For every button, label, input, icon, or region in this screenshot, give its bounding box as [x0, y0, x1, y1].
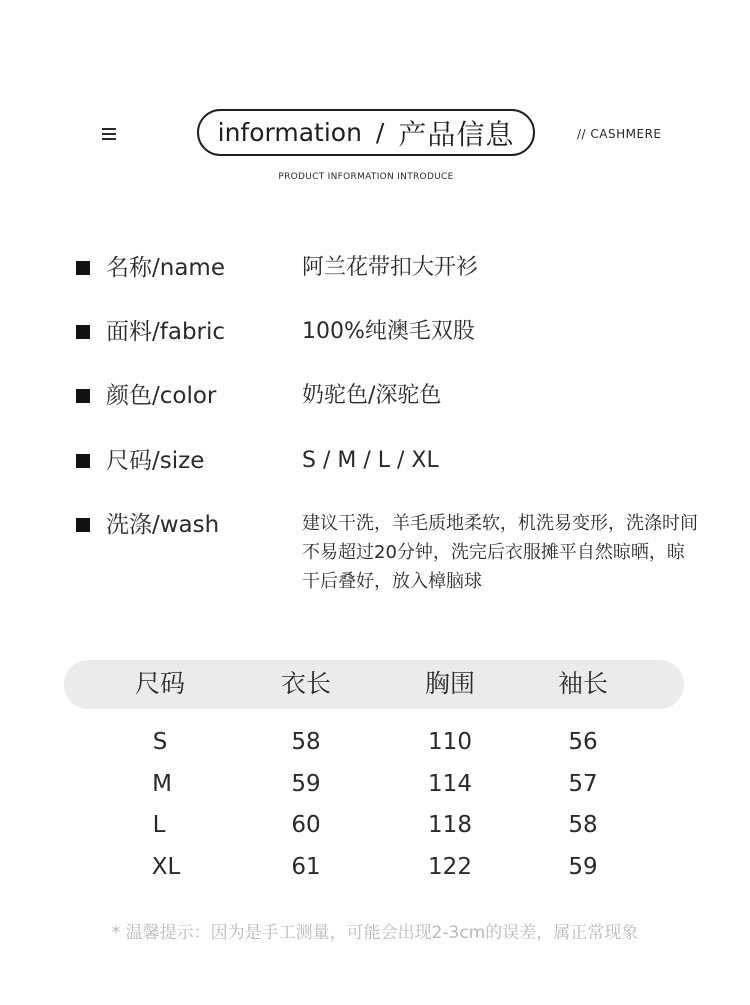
title-chinese: 产品信息	[398, 117, 515, 151]
info-label: 名称/name	[106, 255, 225, 281]
table-cell: 58	[568, 812, 598, 838]
bullet-square-icon	[76, 518, 90, 532]
info-label: 面料/fabric	[106, 319, 226, 345]
table-cell: 61	[291, 854, 321, 880]
info-label: 洗涤/wash	[106, 512, 220, 538]
page-subtitle: PRODUCT INFORMATION INTRODUCE	[278, 172, 454, 182]
table-cell: M	[152, 771, 172, 797]
table-cell: 110	[428, 729, 472, 755]
table-header-cell: 袖长	[557, 669, 608, 698]
info-value: S / M / L / XL	[302, 448, 439, 473]
bullet-square-icon	[76, 389, 90, 403]
brand-tagline: // CASHMERE	[577, 127, 662, 141]
info-label: 颜色/color	[106, 383, 217, 409]
table-cell: XL	[151, 854, 181, 880]
bullet-square-icon	[76, 325, 90, 339]
table-cell: L	[152, 812, 166, 838]
table-header-cell: 尺码	[134, 669, 185, 698]
info-value: 阿兰花带扣大开衫	[302, 255, 479, 280]
table-cell: 118	[428, 812, 472, 838]
table-cell: 58	[291, 729, 321, 755]
table-header-cell: 衣长	[280, 669, 331, 698]
info-label: 尺码/size	[106, 448, 205, 474]
info-value-wash: 建议干洗，羊毛质地柔软，机洗易变形，洗涤时间不易超过20分钟，洗完后衣服摊平自然晾晒，晾干后叠好，放入樟脑球	[302, 513, 698, 592]
table-cell: 56	[568, 729, 598, 755]
table-cell: 59	[291, 771, 321, 797]
table-cell: 59	[568, 854, 598, 880]
bullet-square-icon	[76, 454, 90, 468]
page-title	[197, 109, 535, 156]
info-value: 奶驼色/深驼色	[302, 383, 442, 408]
title-separator: /	[375, 118, 385, 147]
measurement-footnote: * 温馨提示：因为是手工测量，可能会出现2-3cm的误差，属正常现象	[111, 923, 639, 943]
title-english: information	[217, 118, 362, 147]
bullet-square-icon	[76, 261, 90, 275]
table-cell: S	[152, 729, 168, 755]
table-header-cell: 胸围	[424, 669, 475, 698]
info-value: 100%纯澳毛双股	[302, 319, 475, 344]
table-cell: 57	[568, 771, 598, 797]
hamburger-menu-icon[interactable]	[102, 128, 116, 140]
table-cell: 60	[291, 812, 321, 838]
table-cell: 122	[428, 854, 472, 880]
table-cell: 114	[428, 771, 472, 797]
